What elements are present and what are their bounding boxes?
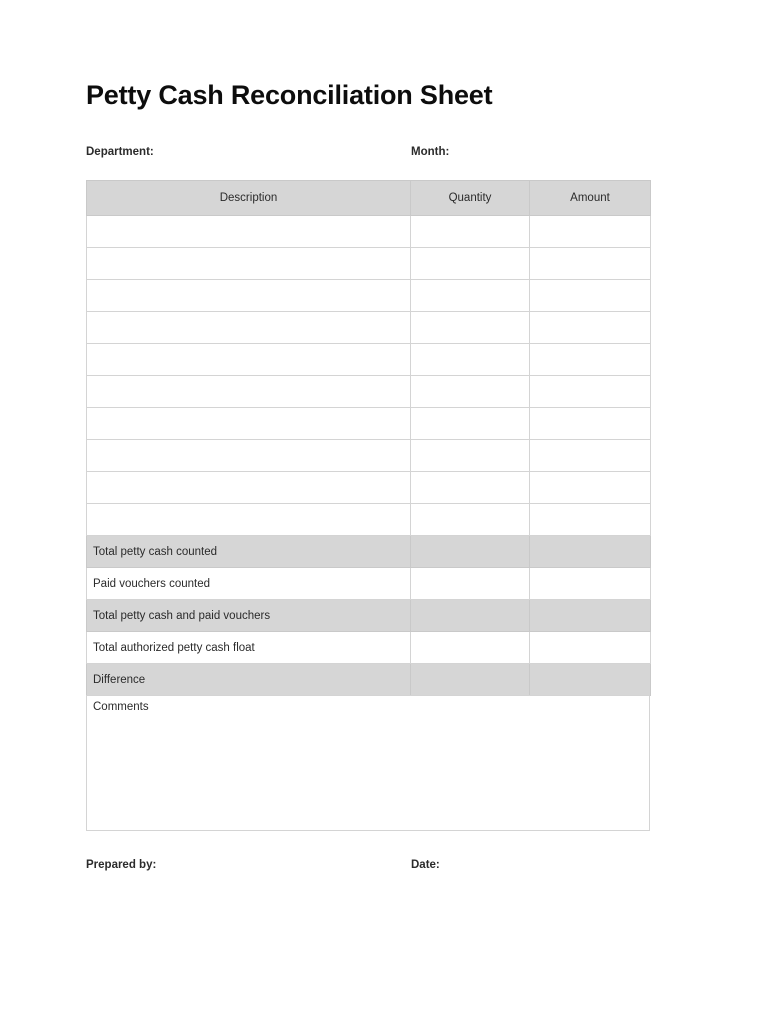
summary-row-quantity[interactable] (411, 664, 530, 696)
table-row (87, 344, 651, 376)
table-row (87, 440, 651, 472)
cell-quantity[interactable] (411, 216, 530, 248)
table-row (87, 280, 651, 312)
table-row (87, 376, 651, 408)
cell-quantity[interactable] (411, 312, 530, 344)
summary-row-amount[interactable] (530, 632, 651, 664)
summary-row-label[interactable]: Total authorized petty cash float (87, 632, 411, 664)
summary-row (87, 632, 651, 664)
summary-row (87, 568, 651, 600)
department-label: Department: (86, 146, 154, 158)
table-row (87, 312, 651, 344)
summary-row (87, 600, 651, 632)
cell-description[interactable] (87, 408, 411, 440)
cell-amount[interactable] (530, 472, 651, 504)
cell-quantity[interactable] (411, 248, 530, 280)
cell-quantity[interactable] (411, 408, 530, 440)
cell-amount[interactable] (530, 440, 651, 472)
summary-row-amount[interactable] (530, 664, 651, 696)
summary-row-amount[interactable] (530, 600, 651, 632)
cell-description[interactable] (87, 504, 411, 536)
reconciliation-table (86, 180, 651, 696)
month-label: Month: (411, 146, 450, 158)
cell-amount[interactable] (530, 216, 651, 248)
cell-description[interactable] (87, 312, 411, 344)
table-row (87, 216, 651, 248)
table-row (87, 248, 651, 280)
summary-row-label[interactable]: Paid vouchers counted (87, 568, 411, 600)
table-row (87, 408, 651, 440)
footer-field-row (86, 859, 650, 877)
cell-description[interactable] (87, 472, 411, 504)
summary-row-label[interactable]: Total petty cash and paid vouchers (87, 600, 411, 632)
cell-amount[interactable] (530, 504, 651, 536)
cell-amount[interactable] (530, 280, 651, 312)
cell-description[interactable] (87, 216, 411, 248)
summary-row-quantity[interactable] (411, 568, 530, 600)
cell-description[interactable] (87, 376, 411, 408)
cell-quantity[interactable] (411, 344, 530, 376)
cell-quantity[interactable] (411, 280, 530, 312)
summary-row-quantity[interactable] (411, 632, 530, 664)
column-header-description: Description (87, 181, 411, 216)
cell-amount[interactable] (530, 344, 651, 376)
cell-amount[interactable] (530, 408, 651, 440)
table-header-row (87, 181, 651, 216)
cell-description[interactable] (87, 280, 411, 312)
summary-row (87, 536, 651, 568)
cell-amount[interactable] (530, 312, 651, 344)
table-body (87, 216, 651, 696)
cell-quantity[interactable] (411, 472, 530, 504)
cell-quantity[interactable] (411, 504, 530, 536)
cell-quantity[interactable] (411, 376, 530, 408)
table-row (87, 472, 651, 504)
meta-field-row (86, 146, 650, 164)
cell-description[interactable] (87, 248, 411, 280)
column-header-quantity: Quantity (411, 181, 530, 216)
table-row (87, 504, 651, 536)
summary-row-quantity[interactable] (411, 600, 530, 632)
summary-row-amount[interactable] (530, 536, 651, 568)
cell-amount[interactable] (530, 248, 651, 280)
page-title: Petty Cash Reconciliation Sheet (86, 80, 493, 110)
column-header-amount: Amount (530, 181, 651, 216)
cell-quantity[interactable] (411, 440, 530, 472)
summary-row-quantity[interactable] (411, 536, 530, 568)
summary-row (87, 664, 651, 696)
summary-row-label[interactable]: Difference (87, 664, 411, 696)
cell-description[interactable] (87, 440, 411, 472)
comments-label: Comments (93, 701, 149, 713)
summary-row-label[interactable]: Total petty cash counted (87, 536, 411, 568)
cell-description[interactable] (87, 344, 411, 376)
cell-amount[interactable] (530, 376, 651, 408)
summary-row-amount[interactable] (530, 568, 651, 600)
prepared-by-label: Prepared by: (86, 859, 157, 871)
comments-box[interactable] (86, 695, 650, 831)
date-label: Date: (411, 859, 440, 871)
